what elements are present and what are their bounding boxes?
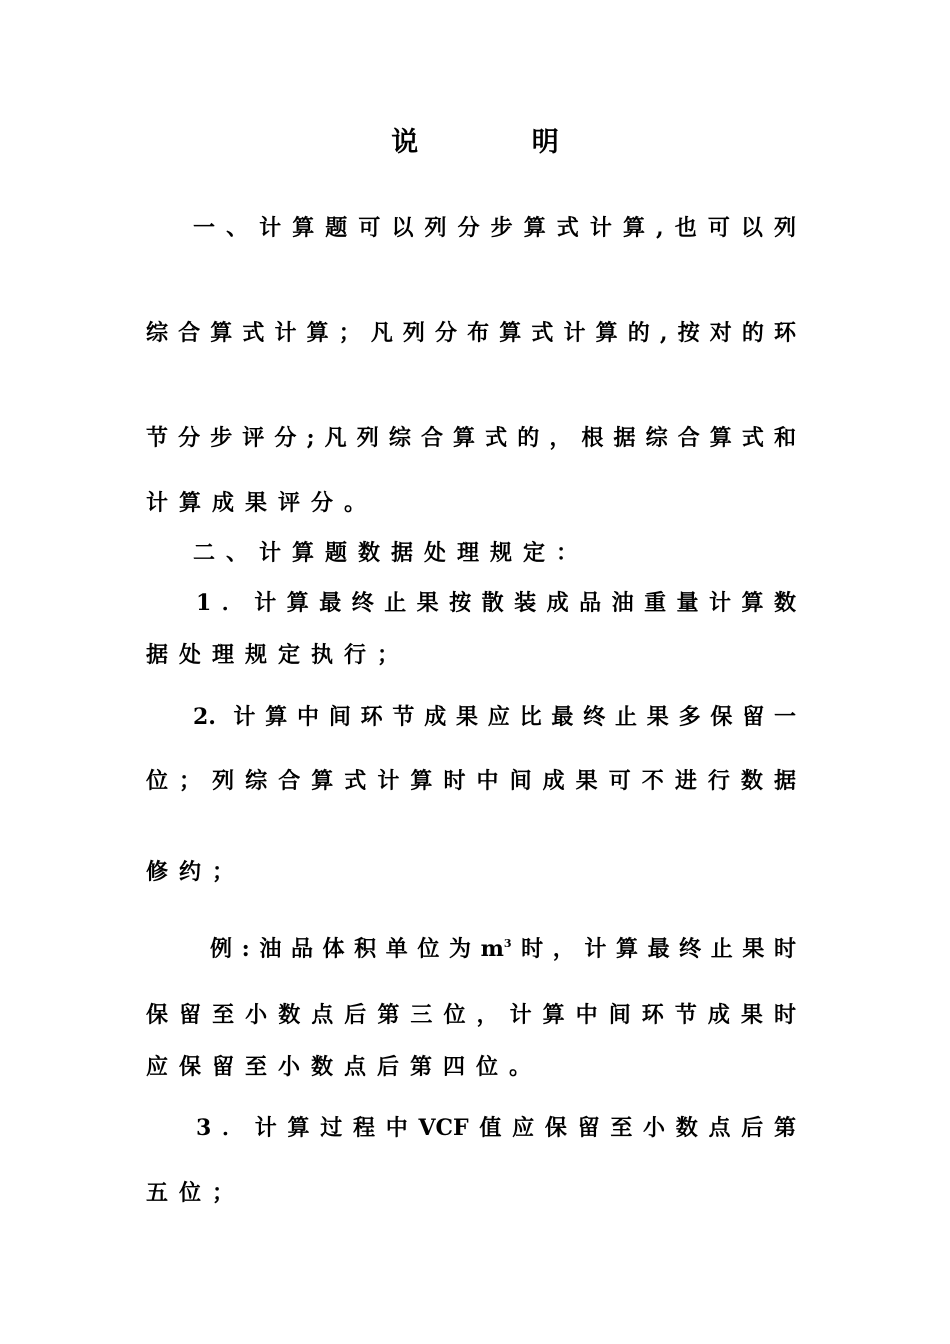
item1-line1: 1．计算最终止果按散装成品油重量计算数 [196,590,796,616]
example-text-pre: 例:油品体积单位为m [210,936,504,962]
item3-line1: 3．计算过程中VCF值应保留至小数点后第 [196,1115,796,1141]
section1-line3: 节分步评分;凡列综合算式的，根据综合算式和 [146,425,796,451]
section1-line1: 一、计算题可以列分步算式计算,也可以列 [193,215,796,241]
item1-line2: 据处理规定执行； [146,642,411,668]
section1-line2: 综合算式计算；凡列分布算式计算的,按对的环 [146,320,796,346]
example-superscript: 3 [503,937,512,950]
example-line2: 保留至小数点后第三位，计算中间环节成果时 [146,1002,796,1028]
item2-line3: 修约； [146,859,246,885]
item2-line2: 位；列综合算式计算时中间成果可不进行数据 [146,768,796,794]
example-line3: 应保留至小数点后第四位。 [146,1054,543,1080]
page-title: 说 明 [391,127,611,158]
item3-line2: 五位； [146,1180,246,1206]
section1-line4: 计算成果评分。 [146,490,378,516]
example-line1 [210,932,796,963]
section2-heading: 二、计算题数据处理规定： [193,540,590,566]
example-text-post: 时，计算最终止果时 [511,936,796,962]
item2-line1: 2. 计算中间环节成果应比最终止果多保留一 [193,704,796,730]
